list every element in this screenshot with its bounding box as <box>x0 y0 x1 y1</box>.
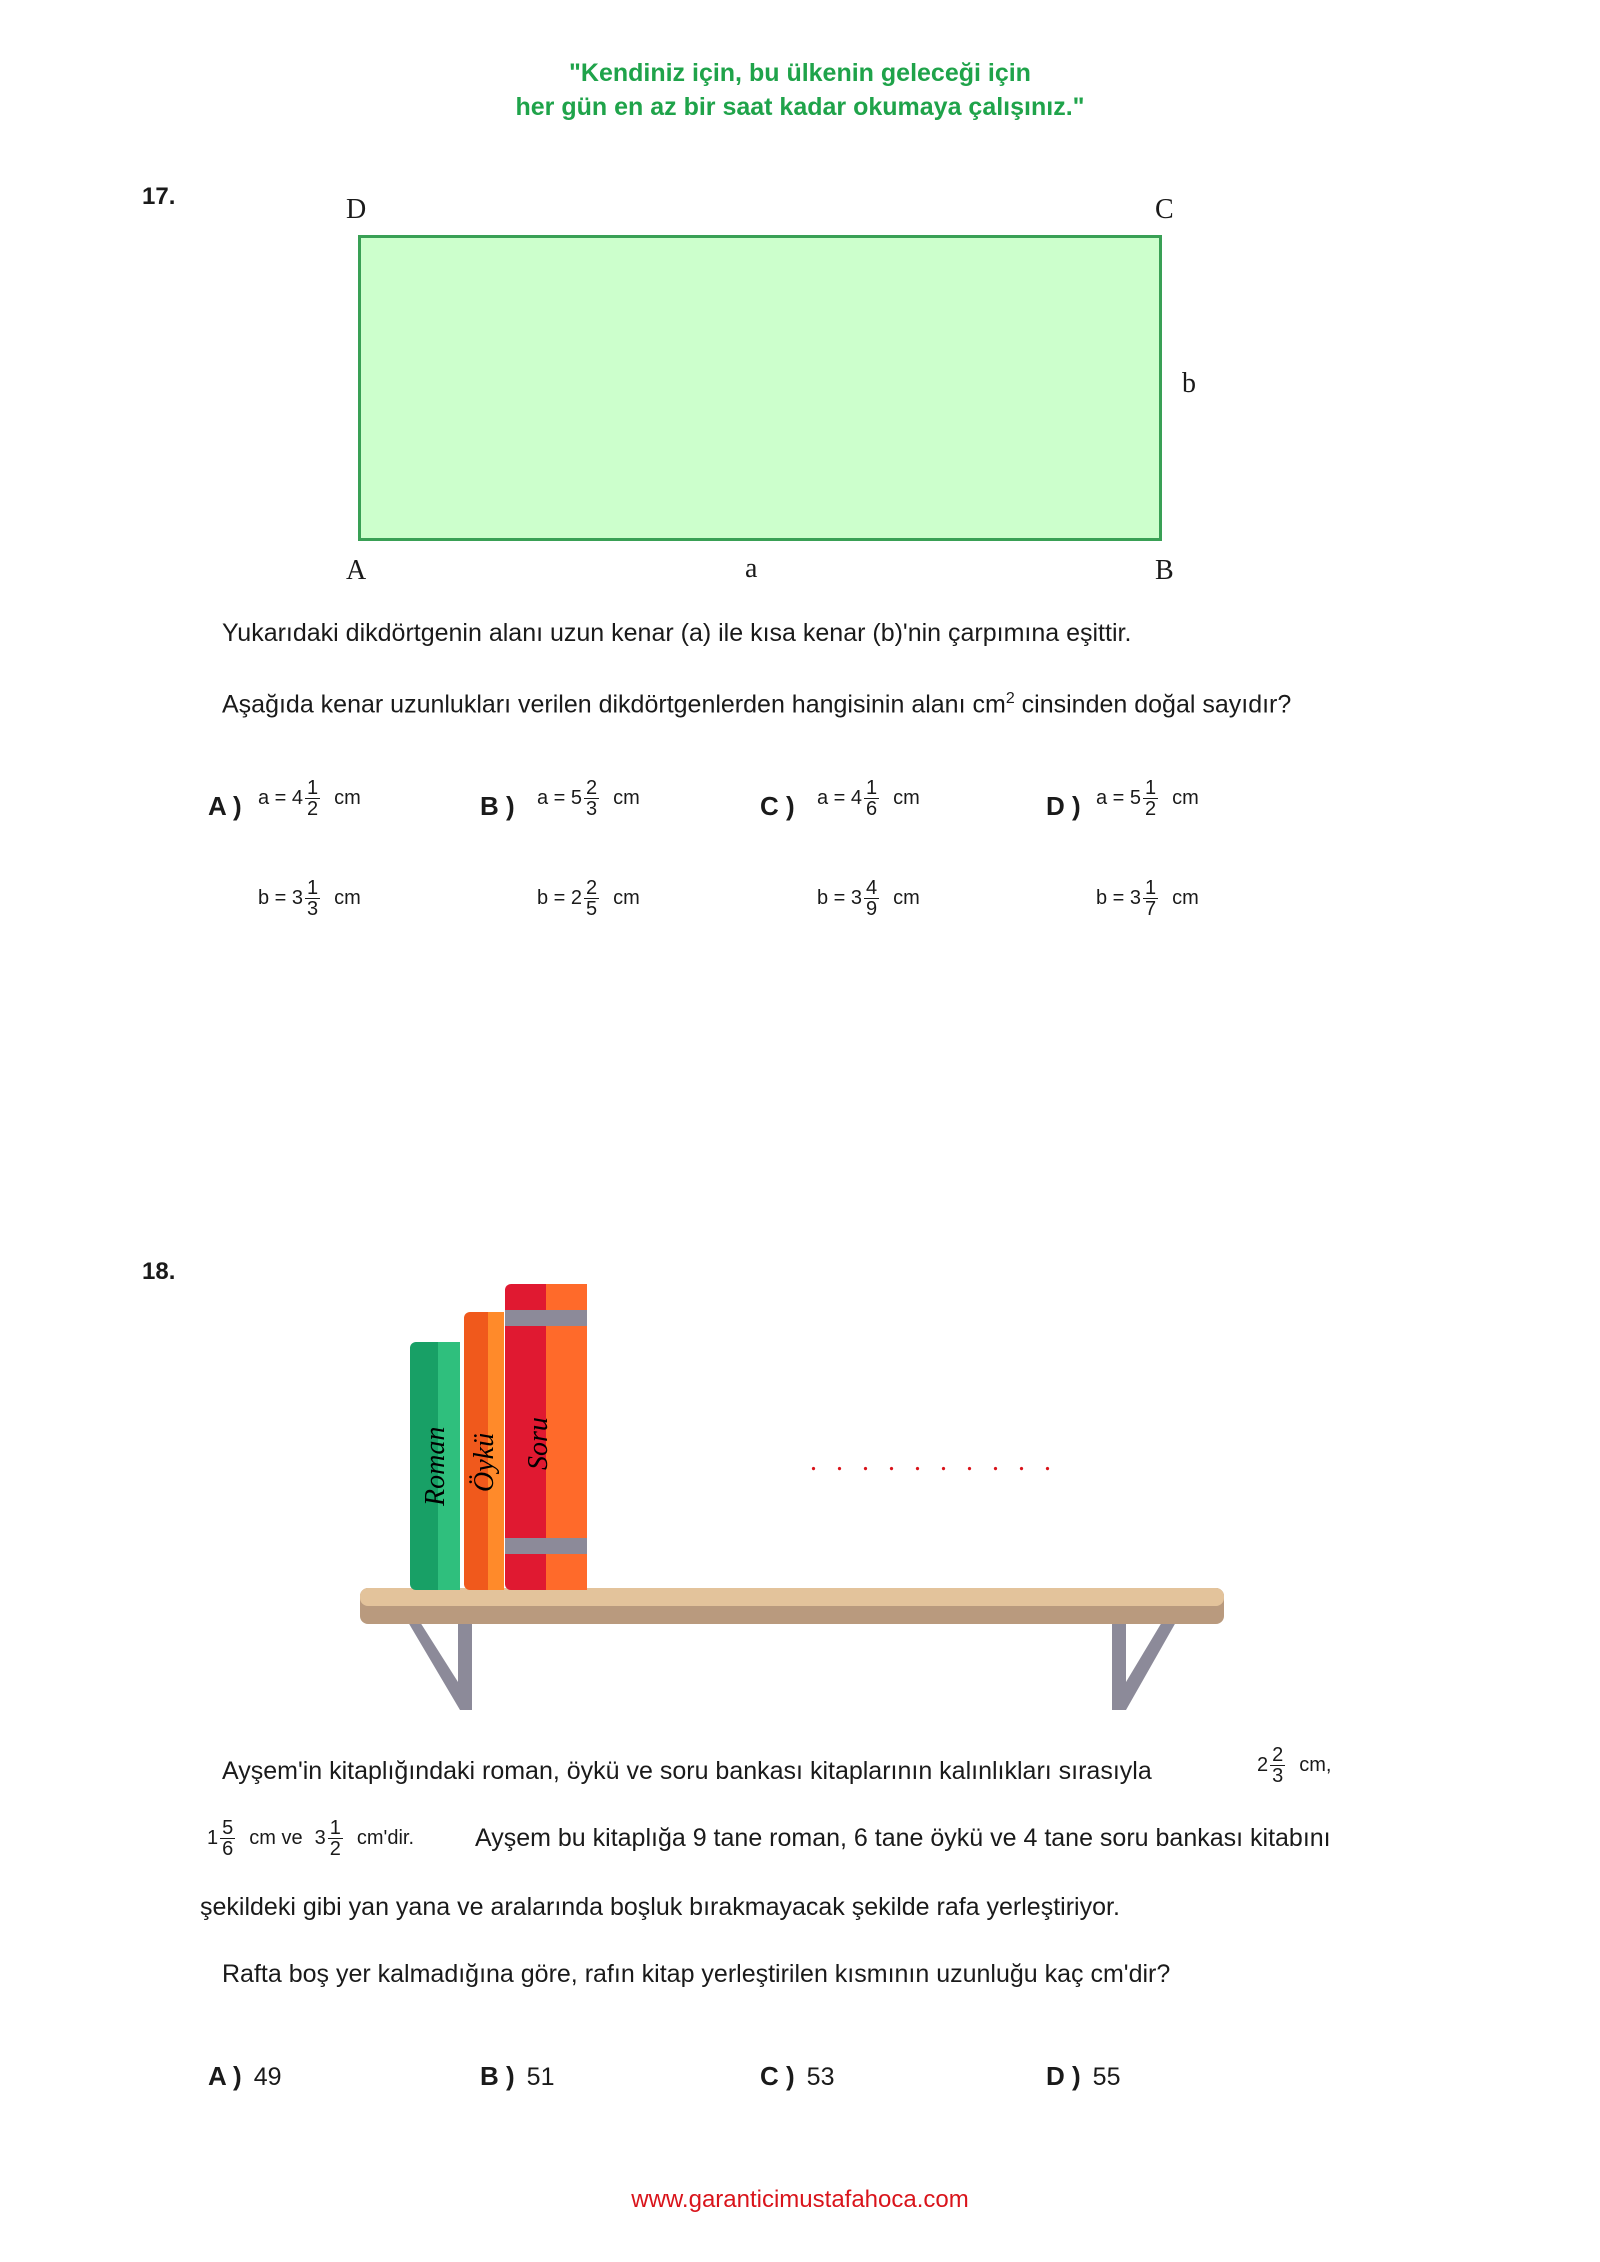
answer-c[interactable]: C ) 53 <box>760 2061 835 2091</box>
option-a-side-a: a = 4 $\frac{1}{2}$ cm <box>258 777 361 820</box>
option-b-letter[interactable]: B ) <box>480 791 515 821</box>
answer-a[interactable]: A ) 49 <box>208 2061 282 2091</box>
motto-line-2: her gün en az bir saat kadar okumaya çalışınız." <box>515 93 1085 121</box>
question-18-text-1: Ayşem'in kitaplığındaki roman, öykü ve soru bankası kitaplarının kalınlıkları sırasıyla <box>222 1757 1152 1785</box>
side-b-label: b <box>1182 368 1196 399</box>
question-18-text-3: şekildeki gibi yan yana ve aralarında boşluk bırakmayacak şekilde rafa yerleştiriyor. <box>200 1893 1120 1921</box>
option-a-side-b: b = 3 $\frac{1}{3}$ cm <box>258 877 361 920</box>
corner-d-label: D <box>346 194 367 225</box>
corner-b-label: B <box>1155 555 1174 586</box>
option-c-side-b: b = 3 $\frac{4}{9}$ cm <box>817 877 920 920</box>
question-17-number: 17. <box>142 183 176 210</box>
rectangle-abcd <box>358 235 1162 541</box>
option-a-letter[interactable]: A ) <box>208 791 242 821</box>
option-b-side-a: a = 5 $\frac{2}{3}$ cm <box>537 777 640 820</box>
question-18-number: 18. <box>142 1258 176 1285</box>
empty-space-dots: . . . . . . . . . . <box>810 1446 1057 1477</box>
side-a-label: a <box>745 553 758 584</box>
option-c-letter[interactable]: C ) <box>760 791 795 821</box>
roman-title: Roman <box>420 1426 451 1506</box>
oyku-soru-thickness: 1 $\frac{5}{6}$ cm ve 3 $\frac{1}{2}$ cm'dir. <box>207 1817 415 1860</box>
corner-a-label: A <box>346 555 367 586</box>
shelf-board-top <box>360 1588 1224 1606</box>
question-18-text-4: Rafta boş yer kalmadığına göre, rafın kitap yerleştirilen kısmının uzunluğu kaç cm'dir? <box>222 1960 1171 1988</box>
option-d-side-b: b = 3 $\frac{1}{7}$ cm <box>1096 877 1199 920</box>
question-17-text-1: Yukarıdaki dikdörtgenin alanı uzun kenar (a) ile kısa kenar (b)'nin çarpımına eşittir. <box>222 619 1132 647</box>
answer-b[interactable]: B ) 51 <box>480 2061 555 2091</box>
option-d-letter[interactable]: D ) <box>1046 791 1081 821</box>
footer-url[interactable]: www.garanticimustafahoca.com <box>631 2186 969 2213</box>
question-18-text-2: Ayşem bu kitaplığa 9 tane roman, 6 tane öykü ve 4 tane soru bankası kitabını <box>475 1824 1331 1852</box>
bookshelf-illustration <box>350 1270 1240 1730</box>
answer-d[interactable]: D ) 55 <box>1046 2061 1121 2091</box>
oyku-title: Öykü <box>469 1432 500 1492</box>
left-bracket <box>408 1622 472 1710</box>
option-c-side-a: a = 4 $\frac{1}{6}$ cm <box>817 777 920 820</box>
option-d-side-a: a = 5 $\frac{1}{2}$ cm <box>1096 777 1199 820</box>
option-b-side-b: b = 2 $\frac{2}{5}$ cm <box>537 877 640 920</box>
roman-thickness: 2 $\frac{2}{3}$ cm, <box>1257 1744 1332 1787</box>
motto-line-1: "Kendiniz için, bu ülkenin geleceği için <box>569 59 1031 87</box>
question-17-text-2: Aşağıda kenar uzunlukları verilen dikdörtgenlerden hangisinin alanı $cm^2$ cinsinden doğal sayıdır? <box>222 690 1292 719</box>
corner-c-label: C <box>1155 194 1174 225</box>
right-bracket <box>1112 1622 1176 1710</box>
soru-title: Soru <box>523 1417 554 1470</box>
